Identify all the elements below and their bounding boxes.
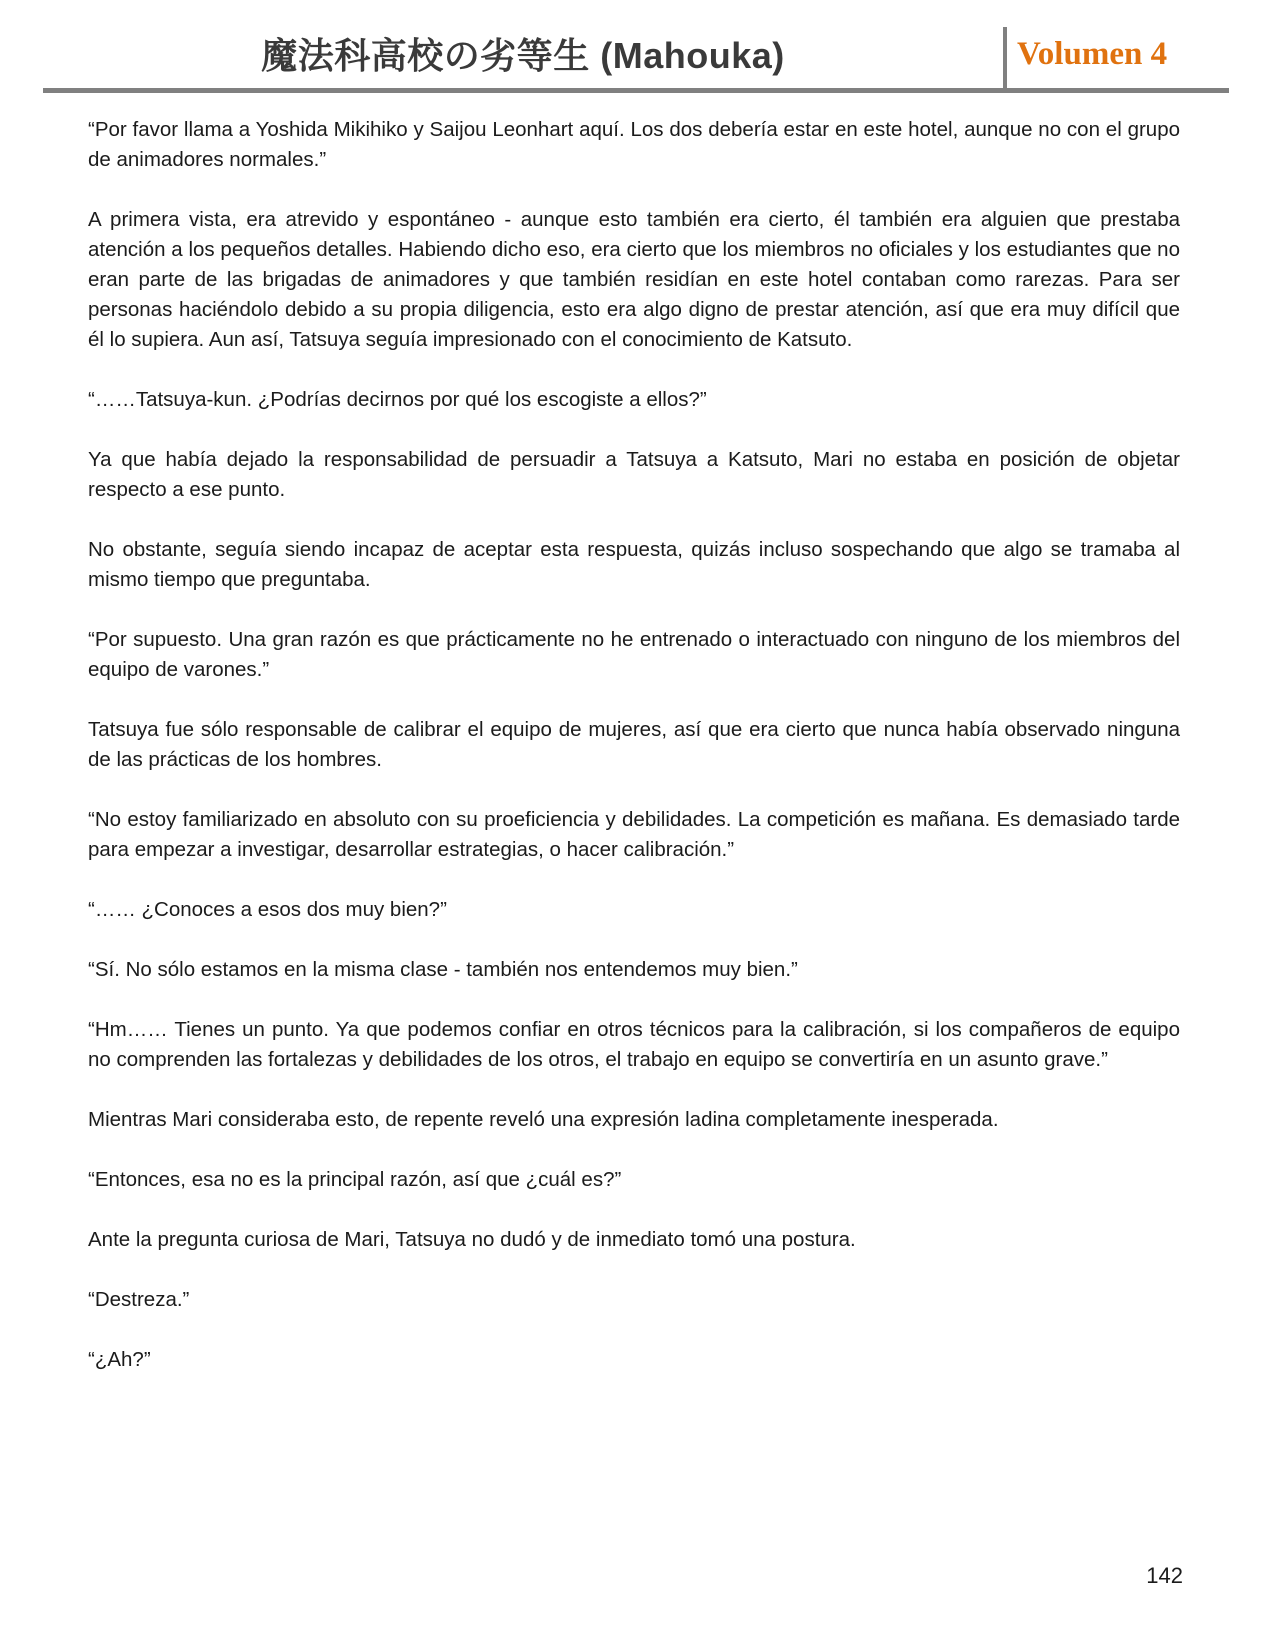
paragraph-narration: Tatsuya fue sólo responsable de calibrar el equipo de mujeres, así que era cierto que nunca había observado ninguna de las prácticas de los hombres.: [88, 718, 1180, 771]
paragraph-narration: A primera vista, era atrevido y espontáneo - aunque esto también era cierto, él también era alguien que prestaba atención a los pequeños detalles. Habiendo dicho eso, era cierto que los miembros no oficiales y los estudiantes que no eran parte de las brigadas de animadores y que también residían en este hotel contaban como rarezas. Para ser personas haciéndolo debido a su propia diligencia, esto era algo digno de prestar atención, así que era muy difícil que él lo supiera. Aun así, Tatsuya seguía impresionado con el conocimiento de Katsuto.: [88, 208, 1180, 351]
volume-label: Volumen 4: [1017, 36, 1168, 72]
paragraph-dialogue: “……Tatsuya-kun. ¿Podrías decirnos por qué los escogiste a ellos?”: [88, 388, 707, 411]
paragraph-dialogue: “Entonces, esa no es la principal razón, así que ¿cuál es?”: [88, 1168, 622, 1191]
paragraph-dialogue: “No estoy familiarizado en absoluto con su proeficiencia y debilidades. La competición es mañana. Es demasiado tarde para empezar a investigar, desarrollar estrategias, o hacer calibración.”: [88, 808, 1180, 861]
paragraph-narration: Ya que había dejado la responsabilidad de persuadir a Tatsuya a Katsuto, Mari no estaba en posición de objetar respecto a ese punto.: [88, 448, 1180, 501]
paragraph-narration: Ante la pregunta curiosa de Mari, Tatsuya no dudó y de inmediato tomó una postura.: [88, 1228, 856, 1251]
paragraph-narration: Mientras Mari consideraba esto, de repente reveló una expresión ladina completamente inesperada.: [88, 1108, 999, 1131]
paragraph-dialogue: “Hm…… Tienes un punto. Ya que podemos confiar en otros técnicos para la calibración, si los compañeros de equipo no comprenden las fortalezas y debilidades de los otros, el trabajo en equipo se convertiría en un asunto grave.”: [88, 1018, 1180, 1071]
header-vertical-divider: [1003, 27, 1007, 89]
header-rule: [43, 88, 1229, 93]
paragraph-narration: No obstante, seguía siendo incapaz de aceptar esta respuesta, quizás incluso sospechando que algo se tramaba al mismo tiempo que preguntaba.: [88, 538, 1180, 591]
page-number: 142: [1146, 1563, 1183, 1588]
paragraph-dialogue: “Por supuesto. Una gran razón es que prácticamente no he entrenado o interactuado con ninguno de los miembros del equipo de varones.”: [88, 628, 1180, 681]
paragraph-dialogue: “Sí. No sólo estamos en la misma clase - también nos entendemos muy bien.”: [88, 958, 798, 981]
paragraph-dialogue: “Por favor llama a Yoshida Mikihiko y Saijou Leonhart aquí. Los dos debería estar en este hotel, aunque no con el grupo de animadores normales.”: [88, 118, 1180, 171]
paragraph-dialogue: “…… ¿Conoces a esos dos muy bien?”: [88, 898, 447, 921]
series-title: 魔法科高校の劣等生 (Mahouka): [261, 35, 785, 76]
paragraph-dialogue: “¿Ah?”: [88, 1348, 151, 1371]
body-text: [88, 115, 1180, 1405]
paragraph-dialogue: “Destreza.”: [88, 1288, 190, 1311]
